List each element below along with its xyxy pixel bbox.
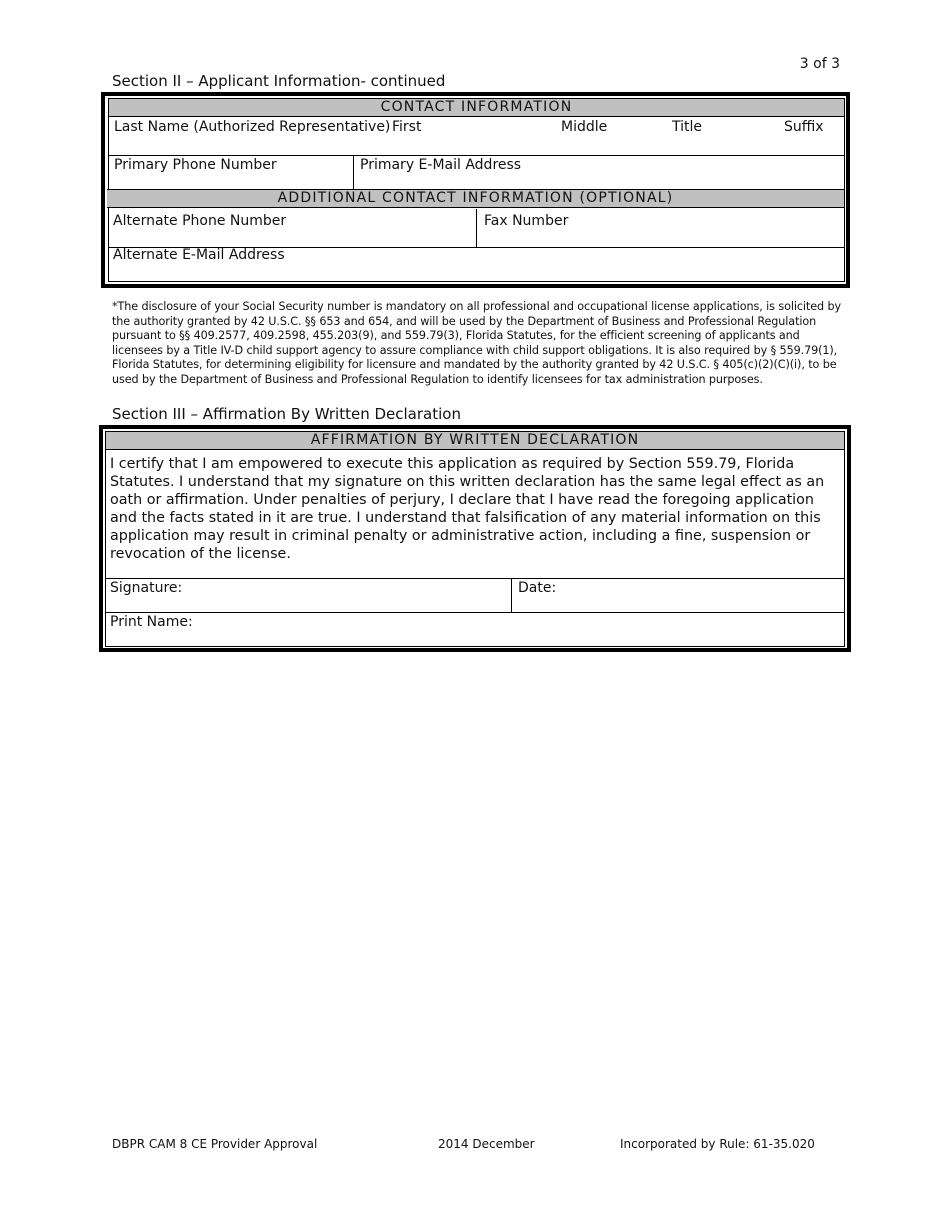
last-name-field[interactable]: Last Name (Authorized Representative) <box>114 119 391 135</box>
page-number: 3 of 3 <box>799 56 840 72</box>
print-name-field[interactable]: Print Name: <box>110 614 193 630</box>
fax-number-field[interactable]: Fax Number <box>484 213 569 229</box>
affirmation-inner-frame <box>105 431 845 647</box>
row-divider <box>106 578 844 579</box>
footer-rule: Incorporated by Rule: 61-35.020 <box>620 1137 815 1151</box>
row-divider <box>106 612 844 613</box>
column-divider <box>353 155 354 189</box>
date-field[interactable]: Date: <box>518 580 557 596</box>
ssn-disclosure-note: *The disclosure of your Social Security number is mandatory on all professional and occupational license applications, is solicited by the authority granted by 42 U.S.C. §§ 653 and 654, and will be used by the Department of Business and Professional Regulation pursuant to §§ 409.2577, 409.2598, 455.203(9), and 559.79(3), Florida Statutes, for the efficient screening of applicants and licensees by a Title IV-D child support agency to assure compliance with child support obligations. It is also required by § 559.79(1), Florida Statutes, for determining eligibility for licensure and mandated by the authority granted by 42 U.S.C. § 405(c)(2)(C)(i), to be used by the Department of Business and Professional Regulation to identify licensees for tax administration purposes. <box>112 300 841 386</box>
affirmation-box <box>99 425 851 652</box>
row-divider <box>109 155 844 156</box>
column-divider <box>476 209 477 247</box>
first-name-field[interactable]: First <box>392 119 422 135</box>
column-divider <box>511 578 512 612</box>
affirmation-header: AFFIRMATION BY WRITTEN DECLARATION <box>106 432 844 450</box>
alternate-email-field[interactable]: Alternate E-Mail Address <box>113 247 285 263</box>
contact-inner-frame <box>108 98 845 282</box>
footer-date: 2014 December <box>438 1137 535 1151</box>
primary-email-field[interactable]: Primary E-Mail Address <box>360 157 522 173</box>
contact-information-box <box>101 92 850 288</box>
signature-field[interactable]: Signature: <box>110 580 183 596</box>
primary-phone-field[interactable]: Primary Phone Number <box>114 157 277 173</box>
affirmation-statement: I certify that I am empowered to execute this application as required by Section 559.79, Florida Statutes. I understand that my signature on this written declaration has the same legal effect as an oath or affirmation. Under penalties of perjury, I declare that I have read the foregoing application and the facts stated in it are true. I understand that falsification of any material information on this application may result in criminal penalty or administrative action, including a fine, suspension or revocation of the license. <box>110 456 825 562</box>
additional-contact-header: ADDITIONAL CONTACT INFORMATION (OPTIONAL) <box>107 189 844 208</box>
footer-form-id: DBPR CAM 8 CE Provider Approval <box>112 1137 318 1151</box>
suffix-field[interactable]: Suffix <box>784 119 824 135</box>
alternate-phone-field[interactable]: Alternate Phone Number <box>113 213 287 229</box>
section-2-title: Section II – Applicant Information- continued <box>112 72 446 90</box>
title-field[interactable]: Title <box>672 119 703 135</box>
section-3-title: Section III – Affirmation By Written Declaration <box>112 405 461 423</box>
middle-name-field[interactable]: Middle <box>561 119 608 135</box>
contact-information-header: CONTACT INFORMATION <box>109 99 844 117</box>
